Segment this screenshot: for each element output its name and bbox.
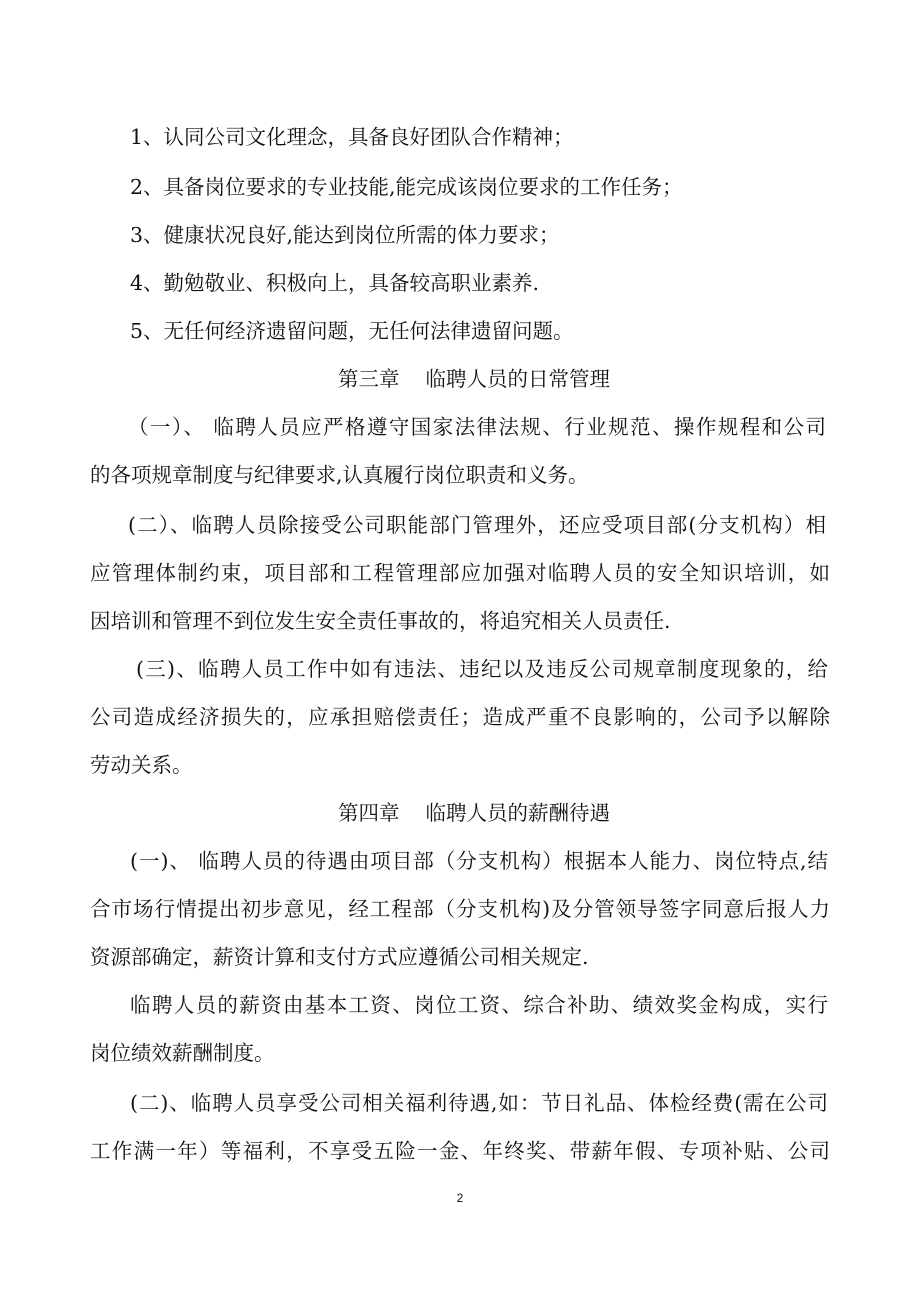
chapter-3-para-3-line-1: (三)、临聘人员工作中如有违法、违纪以及违反公司规章制度现象的，给 [136, 657, 828, 681]
requirement-item-1: 1、认同公司文化理念，具备良好团队合作精神； [130, 125, 574, 149]
requirement-item-4: 4、勤勉敬业、积极向上，具备较高职业素养. [130, 271, 540, 295]
chapter-4-para-2-line-1: 临聘人员的薪资由基本工资、岗位工资、综合补助、绩效奖金构成，实行 [130, 993, 828, 1017]
chapter-3-para-1-line-2: 的各项规章制度与纪律要求,认真履行岗位职责和义务。 [90, 463, 589, 487]
chapter-3-para-2-line-3: 因培训和管理不到位发生安全责任事故的，将追究相关人员责任. [90, 609, 671, 633]
chapter-3-para-1-line-1: （一）、 临聘人员应严格遵守国家法律法规、行业规范、操作规程和公司 [128, 415, 826, 439]
requirement-item-5: 5、无任何经济遗留问题，无任何法律遗留问题。 [130, 319, 574, 343]
chapter-4-para-3-line-1: (二)、临聘人员享受公司相关福利待遇,如：节日礼品、体检经费(需在公司 [130, 1091, 828, 1115]
chapter-3-para-2-line-1: (二）、临聘人员除接受公司职能部门管理外，还应受项目部(分支机构）相 [128, 513, 826, 537]
chapter-3-para-3-line-2: 公司造成经济损失的，应承担赔偿责任；造成严重不良影响的，公司予以解除 [90, 705, 830, 729]
chapter-4-para-1-line-2: 合市场行情提出初步意见，经工程部（分支机构)及分管领导签字同意后报人力 [90, 897, 830, 921]
requirement-item-2: 2、具备岗位要求的专业技能,能完成该岗位要求的工作任务； [130, 175, 683, 199]
chapter-4-title: 第四章 临聘人员的薪酬待遇 [337, 801, 611, 825]
chapter-3-para-3-line-3: 劳动关系。 [90, 753, 193, 777]
chapter-3-para-2-line-2: 应管理体制约束，项目部和工程管理部应加强对临聘人员的安全知识培训，如 [90, 561, 830, 585]
chapter-4-para-3-line-2: 工作满一年）等福利，不享受五险一金、年终奖、带薪年假、专项补贴、公司 [90, 1139, 830, 1163]
chapter-3-title: 第三章 临聘人员的日常管理 [337, 367, 611, 391]
requirement-item-3: 3、健康状况良好,能达到岗位所需的体力要求； [130, 223, 560, 247]
chapter-4-para-1-line-3: 资源部确定，薪资计算和支付方式应遵循公司相关规定. [90, 945, 589, 969]
page-number: 2 [456, 1191, 464, 1205]
chapter-4-para-2-line-2: 岗位绩效薪酬制度。 [90, 1041, 275, 1065]
chapter-4-para-1-line-1: (一)、 临聘人员的待遇由项目部（分支机构）根据本人能力、岗位特点,结 [130, 849, 828, 873]
